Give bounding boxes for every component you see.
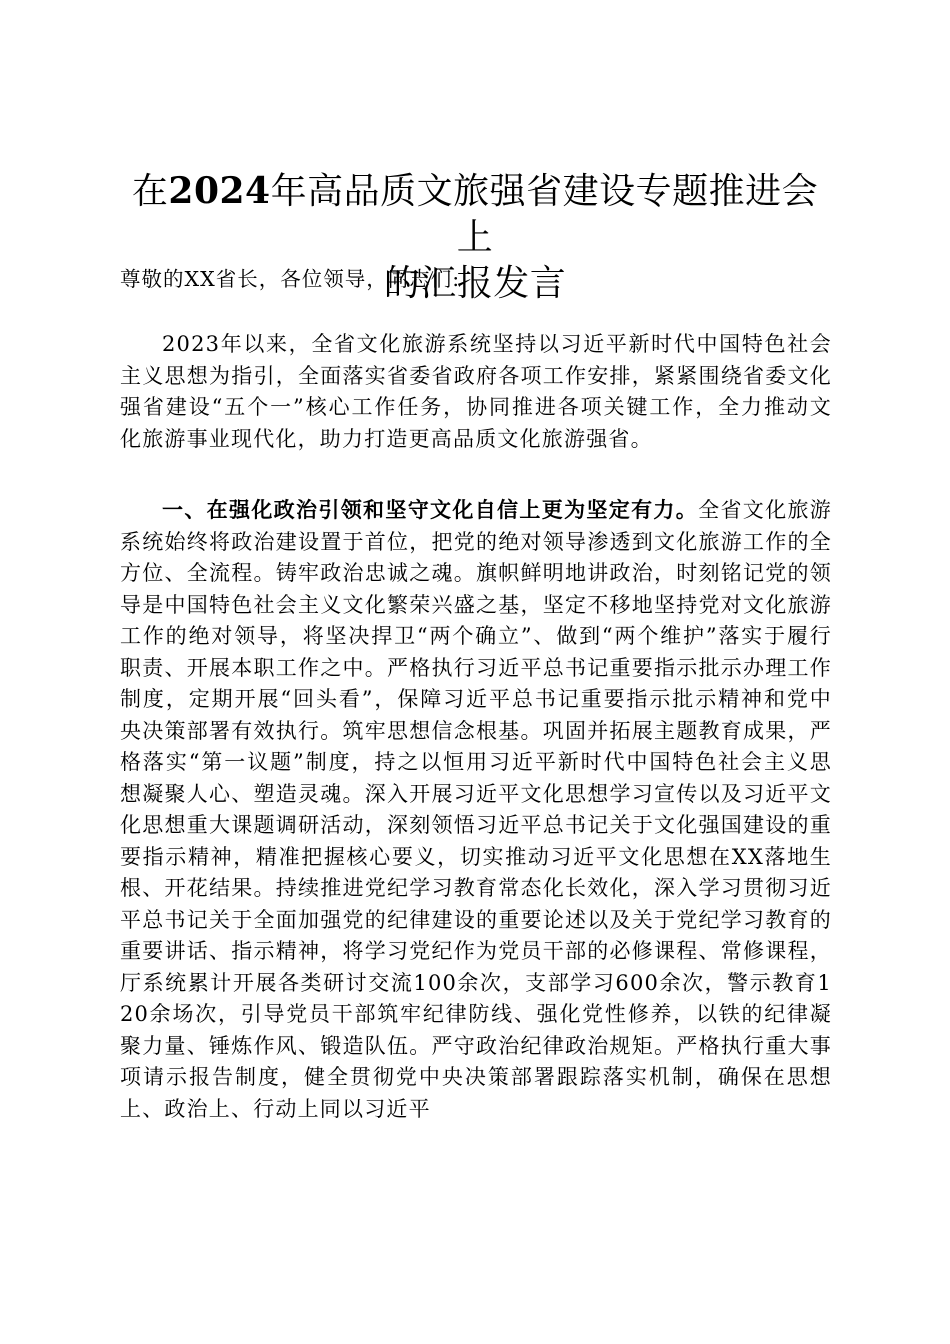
section-heading: 一、在强化政治引领和坚守文化自信上更为坚定有力。 <box>162 497 699 522</box>
title-line2: 的汇报发言 <box>383 263 567 304</box>
salutation: 尊敬的XX省长，各位领导，同志们: <box>120 267 461 291</box>
title-year: 2024 <box>168 170 271 212</box>
title-line1-rest: 年高品质文旅强省建设专题推进会上 <box>270 171 819 258</box>
paragraph-intro: 2023年以来，全省文化旅游系统坚持以习近平新时代中国特色社会主义思想为指引，全面落实省委省政府各项工作安排，紧紧围绕省委文化强省建设“五个一”核心工作任务，协同推进各项关键工作，全力推动文化旅游事业现代化，助力打造更高品质文化旅游强省。 <box>120 332 832 451</box>
section-body: 全省文化旅游系统始终将政治建设置于首位，把党的绝对领导渗透到文化旅游工作的全方位、全流程。铸牢政治忠诚之魂。旗帜鲜明地讲政治，时刻铭记党的领导是中国特色社会主义文化繁荣兴盛之基，坚定不移地坚持党对文化旅游工作的绝对领导，将坚决捍卫“两个确立”、做到“两个维护”落实于履行职责、开展本职工作之中。严格执行习近平总书记重要指示批示办理工作制度，定期开展“回头看”，保障习近平总书记重要指示批示精神和党中央决策部署有效执行。筑牢思想信念根基。巩固并拓展主题教育成果，严格落实“第一议题”制度，持之以恒用习近平新时代中国特色社会主义思想凝聚人心、塑造灵魂。深入开展习近平文化思想学习宣传以及习近平文化思想重大课题调研活动，深刻领悟习近平总书记关于文化强国建设的重要指示精神，精准把握核心要义，切实推动习近平文化思想在XX落地生根、开花结果。持续推进党纪学习教育常态化长效化，深入学习贯彻习近平总书记关于全面加强党的纪律建设的重要论述以及关于党纪学习教育的重要讲话、指示精神，将学习党纪作为党员干部的必修课程、常修课程，厅系统累计开展各类研讨交流100余次，支部学习600余次，警示教育120余场次，引导党员干部筑牢纪律防线、强化党性修养，以铁的纪律凝聚力量、锤炼作风、锻造队伍。严守政治纪律政治规矩。严格执行重大事项请示报告制度，健全贯彻党中央决策部署跟踪落实机制，确保在思想上、政治上、行动上同以习近平 <box>120 498 832 1121</box>
title-prefix: 在 <box>131 171 169 212</box>
paragraph-section-one <box>120 494 832 1125</box>
